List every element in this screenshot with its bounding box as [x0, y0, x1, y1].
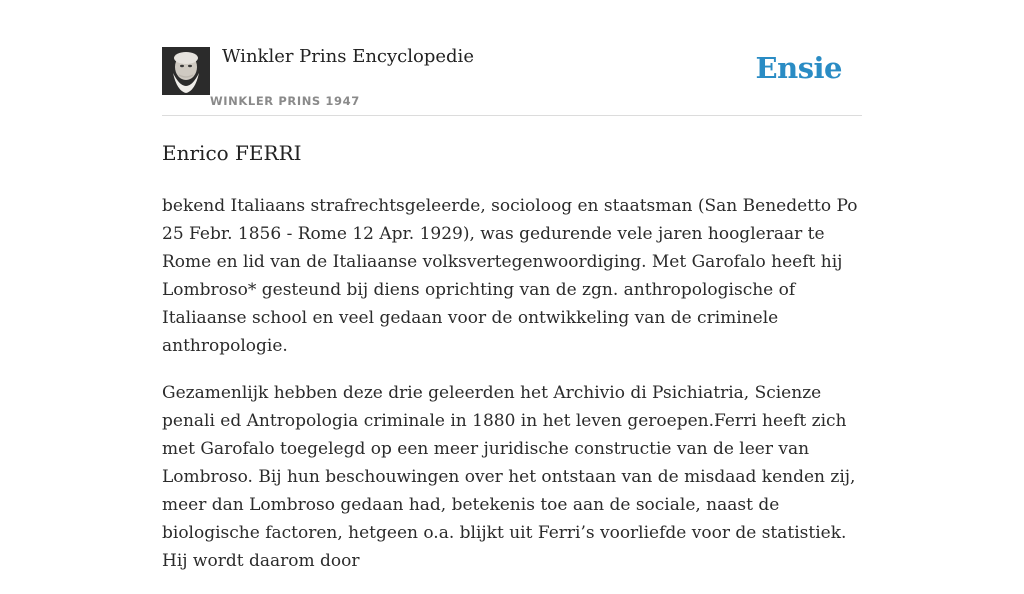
source-name[interactable]: Winkler Prins Encyclopedie — [222, 46, 474, 67]
bearded-man-portrait-icon — [162, 47, 210, 95]
source-avatar[interactable] — [162, 47, 210, 95]
header — [162, 0, 862, 116]
article-body — [162, 192, 862, 594]
article-paragraph: Gezamenlijk hebben deze drie geleerden het Archivio di Psichiatria, Scienze penali ed Antropologia criminale in 1880 in het leven geroepen.Ferri heeft zich met Garofalo toegelegd op een meer juridische constructie van de leer van Lombroso. Bij hun beschouwingen over het ontstaan van de misdaad kenden zij, meer dan Lombroso gedaan had, betekenis toe aan de sociale, naast de biologische factoren, hetgeen o.a. blijkt uit Ferri’s voorliefde voor de statistiek. Hij wordt daarom door — [162, 383, 856, 571]
source-subtitle[interactable]: WINKLER PRINS 1947 — [210, 94, 360, 108]
ensie-logo[interactable]: Ensie — [755, 51, 842, 85]
article-title: Enrico FERRI — [162, 141, 302, 165]
article-paragraph: bekend Italiaans strafrechtsgeleerde, socioloog en staatsman (San Benedetto Po 25 Febr. 1856 - Rome 12 Apr. 1929), was gedurende vele jaren hoogleraar te Rome en lid van de Italiaanse volksvertegenwoordiging. Met Garofalo heeft hij Lombroso* gesteund bij diens oprichting van de zgn. anthropologische of Italiaanse school en veel gedaan voor de ontwikkeling van de criminele anthropologie. — [162, 196, 858, 356]
